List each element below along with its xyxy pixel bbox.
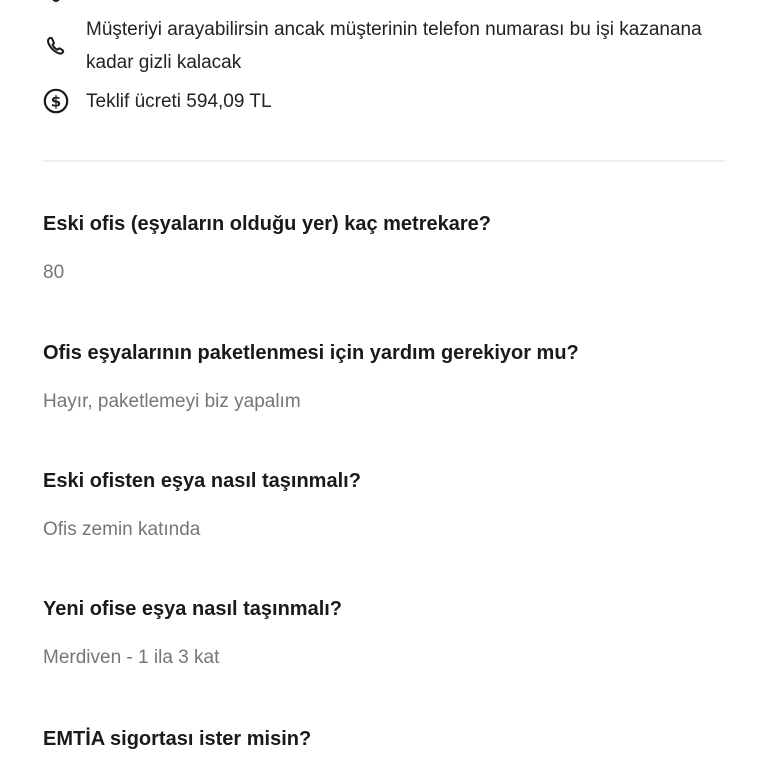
qa-item-old-office-access <box>43 468 361 543</box>
phone-info-row <box>43 13 723 79</box>
svg-text:$: $ <box>50 92 62 111</box>
answer-value: 80 <box>43 262 65 283</box>
question-label: Eski ofis (eşyaların olduğu yer) kaç metrekare? <box>43 213 491 235</box>
qa-item-new-office-access <box>43 596 342 671</box>
answer-value: Ofis zemin katında <box>43 519 201 540</box>
partial-icon <box>52 0 60 2</box>
offer-fee-text: Teklif ücreti 594,09 TL <box>86 91 272 112</box>
dollar-circle-icon <box>43 88 69 114</box>
question-label: EMTİA sigortası ister misin? <box>43 728 312 750</box>
qa-item-packing-help <box>43 340 579 415</box>
qa-item-insurance <box>43 726 311 752</box>
question-label: Yeni ofise eşya nasıl taşınmalı? <box>43 598 343 620</box>
question-label: Ofis eşyalarının paketlenmesi için yardım gerekiyor mu? <box>43 342 579 364</box>
qa-item-office-size <box>43 211 491 286</box>
phone-privacy-text: Müşteriyi arayabilirsin ancak müşterinin telefon numarası bu işi kazanana kadar gizli kalacak <box>86 19 702 73</box>
answer-value: Hayır, paketlemeyi biz yapalım <box>43 391 301 412</box>
phone-icon <box>43 33 69 59</box>
answer-value: Merdiven - 1 ila 3 kat <box>43 647 220 668</box>
price-info-row <box>43 85 272 118</box>
question-label: Eski ofisten eşya nasıl taşınmalı? <box>43 470 361 492</box>
divider <box>43 160 725 162</box>
